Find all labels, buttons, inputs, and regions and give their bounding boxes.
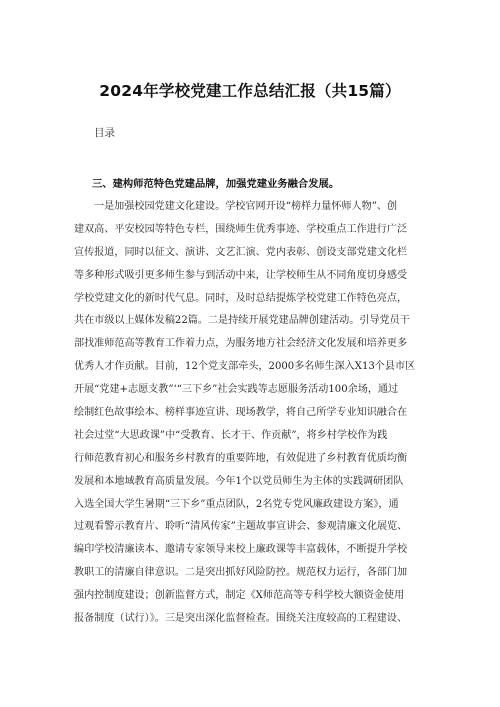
body-line: 报备制度（试行）》。三是突出深化监督检查。围绕关注度较高的工程建设、 [74,613,408,625]
body-line: 过观看警示教育片、聆听“清风传家”主题故事宣讲会、参观清廉文化展览、 [74,521,408,533]
body-line: 一是加强校园党建文化建设。学校官网开设“榜样力量怀师人物”、创 [94,201,398,212]
body-text [74,196,434,631]
body-line: 宣传报道，同时以征文、演讲、文艺汇演、党内表彰、创设支部党建文化栏 [74,246,408,258]
body-line: 开展“党建+志愿支教”‘“三下乡”社会实践等志愿服务活动100余场，通过 [74,384,399,396]
body-line: 社会过堂“大思政课”中“受教育、长才干、作贡献”，将乡村学校作为践 [74,429,388,441]
body-line: 行师范教育初心和服务乡村教育的重要阵地，有效促进了乡村教育优质均衡 [74,452,408,464]
body-line: 学校党建文化的新时代气息。同时，及时总结提炼学校党建工作特色亮点， [74,292,408,304]
body-line: 共在市级以上媒体发稿22篇。二是持续开展党建品牌创建活动。引导党员干 [74,315,410,327]
body-line: 建双高、平安校园等特色专栏，围绕师生优秀事迹、学校重点工作进行广泛 [74,223,408,235]
body-line: 等多种形式吸引更多师生参与到活动中来，让学校师生从不同角度切身感受 [74,269,408,281]
section-heading: 三、建构师范特色党建品牌，加强党建业务融合发展。 [92,178,340,190]
body-line: 编印学校清廉读本、邀请专家领导来校上廉政课等丰富载体，不断提升学校 [74,544,408,556]
body-line: 优秀人才作贡献。目前，12个党支部牵头，2000多名师生深入X13个县市区 [74,361,416,373]
toc-label[interactable]: 目录 [94,127,115,139]
body-line: 部找准师范高等教育工作着力点，为服务地方社会经济文化发展和培养更多 [74,338,408,350]
body-line: 入选全国大学生暑期“三下乡”重点团队，2名党专党风廉政建设方案》，通 [74,498,399,510]
body-line: 发展和本地域教育高质量发展。今年1个以党员师生为主体的实践调研团队 [74,475,404,487]
body-line: 绘制红色故事绘本、榜样事迹宣讲、现场教学，将自己所学专业知识融合在 [74,407,408,419]
document-title: 2024年学校党建工作总结汇报（共15篇） [99,82,401,100]
body-line: 教职工的清廉自律意识。二是突出抓好风险防控。规范权力运行，各部门加 [74,567,408,579]
body-line: 强内控制度建设；创新监督方式，制定《X师范高等专科学校大额资金使用 [74,590,405,602]
